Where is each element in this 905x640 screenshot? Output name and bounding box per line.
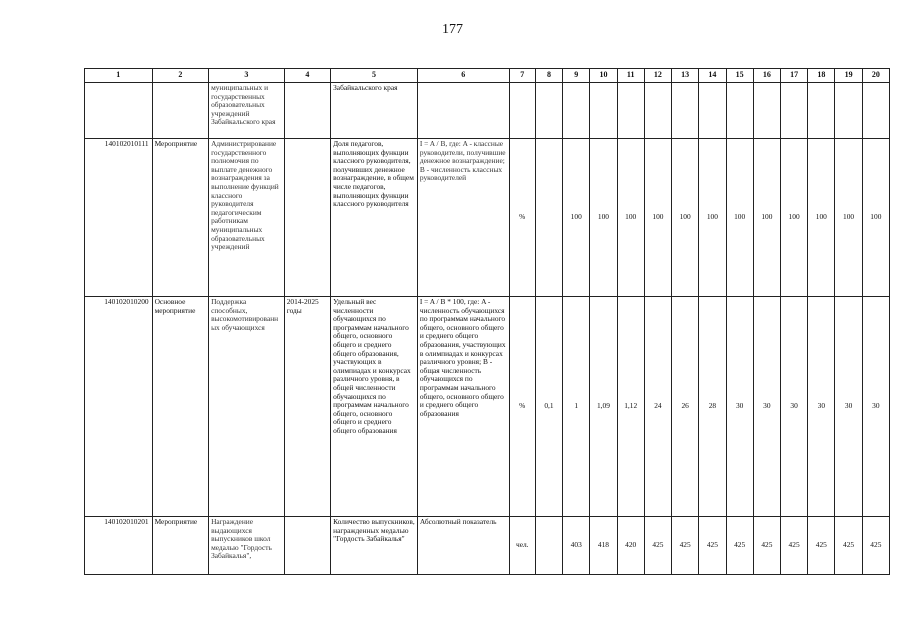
- column-header: 18: [808, 69, 835, 83]
- row-value: [535, 517, 562, 575]
- row-value: 1: [563, 297, 590, 517]
- page-number: 177: [442, 22, 463, 37]
- row-value: 30: [835, 297, 862, 517]
- row-value: 24: [644, 297, 671, 517]
- column-header: 13: [672, 69, 699, 83]
- row-value: [644, 83, 671, 139]
- column-header: 16: [753, 69, 780, 83]
- row-period: [284, 517, 330, 575]
- row-formula: I = A / B * 100, где: A - численность обучающихся по программам начального общего, основного общего и среднего общего образования, участвующих в олимпиадах и конкурсах различного уровня; B - общая численность обучающихся по программам начального общего, основного общего и среднего общего образования: [417, 297, 509, 517]
- row-name: Награждение выдающихся выпускников школ медалью "Гордость Забайкалья",: [209, 517, 285, 575]
- row-name: муниципальных и государственных образовательных учреждений Забайкальского края: [209, 83, 285, 139]
- row-unit: %: [509, 139, 535, 297]
- row-value: [862, 83, 889, 139]
- row-formula: I = A / B, где: A - классные руководители, получившие денежное вознаграждение; B - численность классных руководителей: [417, 139, 509, 297]
- row-value: 26: [672, 297, 699, 517]
- row-value: [753, 83, 780, 139]
- row-value: [808, 83, 835, 139]
- row-value: 100: [699, 139, 726, 297]
- table-row: [85, 139, 890, 297]
- column-header: 20: [862, 69, 889, 83]
- row-indicator: Количество выпускников, награжденных медалью "Гордость Забайкалья": [331, 517, 418, 575]
- row-type: Мероприятие: [152, 139, 208, 297]
- column-header: 2: [152, 69, 208, 83]
- row-value: [726, 83, 753, 139]
- column-header: 9: [563, 69, 590, 83]
- row-value: 28: [699, 297, 726, 517]
- row-code: 140102010200: [85, 297, 153, 517]
- row-period: 2014-2025 годы: [284, 297, 330, 517]
- row-value: [617, 83, 644, 139]
- row-formula: Абсолютный показатель: [417, 517, 509, 575]
- row-value: 30: [753, 297, 780, 517]
- table-row: [85, 517, 890, 575]
- column-header: 17: [780, 69, 807, 83]
- column-header: 15: [726, 69, 753, 83]
- row-value: 100: [835, 139, 862, 297]
- row-period: [284, 83, 330, 139]
- column-header: 8: [535, 69, 562, 83]
- row-type: [152, 83, 208, 139]
- column-header: 11: [617, 69, 644, 83]
- row-value: 425: [780, 517, 807, 575]
- row-code: 140102010201: [85, 517, 153, 575]
- row-value: 30: [862, 297, 889, 517]
- row-value: 100: [644, 139, 671, 297]
- row-value: [699, 83, 726, 139]
- row-value: 1,12: [617, 297, 644, 517]
- row-value: 425: [672, 517, 699, 575]
- row-value: [563, 83, 590, 139]
- table-row: [85, 83, 890, 139]
- column-header: 10: [590, 69, 617, 83]
- row-value: 100: [617, 139, 644, 297]
- row-value: 100: [780, 139, 807, 297]
- row-value: [535, 83, 562, 139]
- row-period: [284, 139, 330, 297]
- row-type: Основное мероприятие: [152, 297, 208, 517]
- row-value: [590, 83, 617, 139]
- row-value: 30: [726, 297, 753, 517]
- column-header: 12: [644, 69, 671, 83]
- row-value: 425: [753, 517, 780, 575]
- row-value: 100: [726, 139, 753, 297]
- column-header: 19: [835, 69, 862, 83]
- column-header: 5: [331, 69, 418, 83]
- row-value: 30: [808, 297, 835, 517]
- row-code: 140102010111: [85, 139, 153, 297]
- row-value: 425: [644, 517, 671, 575]
- column-header: 6: [417, 69, 509, 83]
- row-value: 403: [563, 517, 590, 575]
- row-unit: [509, 83, 535, 139]
- row-name: Поддержка способных, высокомотивированных обучающихся: [209, 297, 285, 517]
- column-header: 7: [509, 69, 535, 83]
- row-value: 418: [590, 517, 617, 575]
- row-formula: [417, 83, 509, 139]
- row-value: 420: [617, 517, 644, 575]
- row-value: 425: [699, 517, 726, 575]
- row-value: 425: [808, 517, 835, 575]
- row-value: [535, 139, 562, 297]
- column-header: 4: [284, 69, 330, 83]
- row-unit: %: [509, 297, 535, 517]
- row-value: 425: [726, 517, 753, 575]
- row-code: [85, 83, 153, 139]
- row-value: 30: [780, 297, 807, 517]
- row-type: Мероприятие: [152, 517, 208, 575]
- table-row: [85, 297, 890, 517]
- row-name: Администрирование государственного полномочия по выплате денежного вознаграждения за выполнение функций классного руководителя педагогическим работникам муниципальных образовательных учреждений: [209, 139, 285, 297]
- row-value: [835, 83, 862, 139]
- row-value: 100: [808, 139, 835, 297]
- header-row: [85, 69, 890, 83]
- row-value: [672, 83, 699, 139]
- row-value: 100: [753, 139, 780, 297]
- row-indicator: Доля педагогов, выполняющих функции классного руководителя, получивших денежное вознаграждение, в общем числе педагогов, выполняющих функции классного руководителя: [331, 139, 418, 297]
- row-value: 425: [862, 517, 889, 575]
- column-header: 14: [699, 69, 726, 83]
- column-header: 1: [85, 69, 153, 83]
- row-unit: чел.: [509, 517, 535, 575]
- row-value: 100: [862, 139, 889, 297]
- row-value: 0,1: [535, 297, 562, 517]
- row-value: 425: [835, 517, 862, 575]
- row-value: [780, 83, 807, 139]
- column-header: 3: [209, 69, 285, 83]
- row-value: 1,09: [590, 297, 617, 517]
- row-value: 100: [563, 139, 590, 297]
- row-value: 100: [672, 139, 699, 297]
- row-value: 100: [590, 139, 617, 297]
- row-indicator: Забайкальского края: [331, 83, 418, 139]
- row-indicator: Удельный вес численности обучающихся по программам начального общего, основного общего и среднего общего образования, участвующих в олимпиадах и конкурсах различного уровня, в общей численности обучающихся по программам начального общего, основного общего и среднего общего образования: [331, 297, 418, 517]
- indicators-table: [84, 68, 890, 575]
